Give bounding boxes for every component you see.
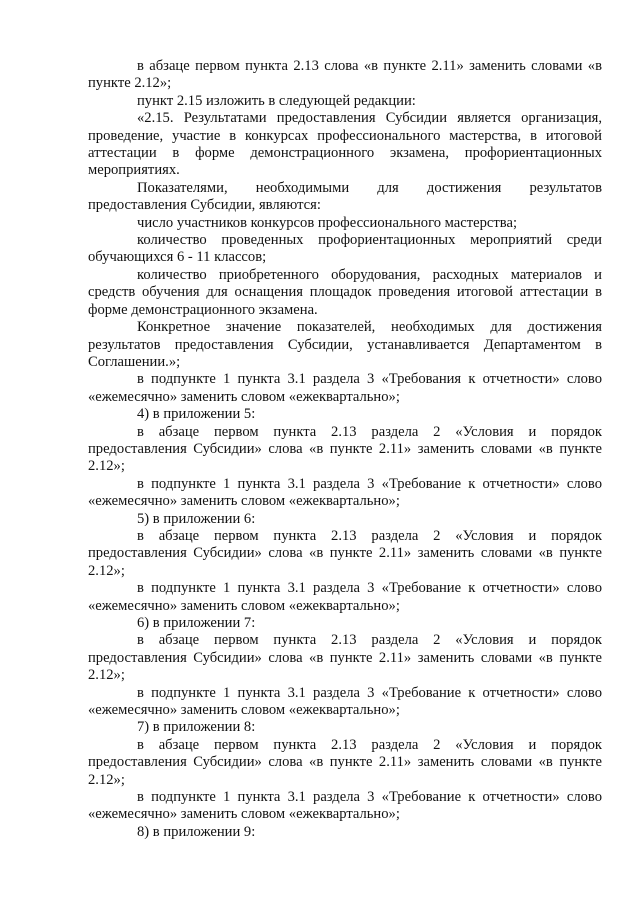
paragraph-reporting-change: в подпункте 1 пункта 3.1 раздела 3 «Требования к отчетности» слово «ежемесячно» заменить словом «ежеквартально»; [88,371,602,405]
paragraph-appendix-8-item-3-1: в подпункте 1 пункта 3.1 раздела 3 «Требование к отчетности» слово «ежемесячно» заменить словом «ежеквартально»; [88,789,602,823]
paragraph-appendix-9-heading: 8) в приложении 9: [137,823,256,840]
paragraph-indicator-2: количество проведенных профориентационных мероприятий среди обучающихся 6 - 11 классов; [88,232,602,266]
paragraph-appendix-7-heading: 6) в приложении 7: [137,615,256,631]
paragraph-item-2-15-intro: пункт 2.15 изложить в следующей редакции: [137,92,416,109]
paragraph-appendix-6-heading: 5) в приложении 6: [137,510,256,527]
paragraph-appendix-5-heading: 4) в приложении 5: [137,406,256,423]
paragraph-indicator-3: количество приобретенного оборудования, расходных материалов и средств обучения для оснащения площадок проведения итоговой аттестации в форме демонстрационного экзамена. [88,266,602,318]
paragraph-indicator-1: число участников конкурсов профессионального мастерства; [137,214,517,231]
paragraph-appendix-7-item-2-13: в абзаце первом пункта 2.13 раздела 2 «Условия и порядок предоставления Субсидии» слова «в пункте 2.11» заменить словами «в пункте 2.12»; [88,632,602,684]
document-page [88,58,602,841]
paragraph-appendix-6-item-3-1: в подпункте 1 пункта 3.1 раздела 3 «Требование к отчетности» слово «ежемесячно» заменить словом «ежеквартально»; [88,580,602,614]
paragraph-indicator-values: Конкретное значение показателей, необходимых для достижения результатов предоставления Субсидии, устанавливается Департаментом в Соглашении.»; [88,319,602,370]
paragraph-appendix-8-item-2-13: в абзаце первом пункта 2.13 раздела 2 «Условия и порядок предоставления Субсидии» слова «в пункте 2.11» заменить словами «в пункте 2.12»; [88,736,602,788]
paragraph-results: «2.15. Результатами предоставления Субсидии является организация, проведение, участие в конкурсах профессионального мастерства, в итоговой аттестации в форме демонстрационного экзамена, профориентационных мероприятиях. [88,110,602,179]
paragraph-appendix-5-item-3-1: в подпункте 1 пункта 3.1 раздела 3 «Требование к отчетности» слово «ежемесячно» заменить словом «ежеквартально»; [88,475,602,510]
paragraph-appendix-6-item-2-13: в абзаце первом пункта 2.13 раздела 2 «Условия и порядок предоставления Субсидии» слова «в пункте 2.11» заменить словами «в пункте 2.12»; [88,527,602,579]
paragraph-item-2-13-replace: в абзаце первом пункта 2.13 слова «в пункте 2.11» заменить словами «в пункте 2.12»; [88,58,602,92]
paragraph-appendix-7-item-3-1: в подпункте 1 пункта 3.1 раздела 3 «Требование к отчетности» слово «ежемесячно» заменить словом «ежеквартально»; [88,684,602,719]
paragraph-indicators-intro: Показателями, необходимыми для достижения результатов предоставления Субсидии, являются: [88,179,602,214]
paragraph-appendix-8-heading: 7) в приложении 8: [137,719,256,736]
paragraph-appendix-5-item-2-13: в абзаце первом пункта 2.13 раздела 2 «Условия и порядок предоставления Субсидии» слова «в пункте 2.11» заменить словами «в пункте 2.12»; [88,423,602,475]
